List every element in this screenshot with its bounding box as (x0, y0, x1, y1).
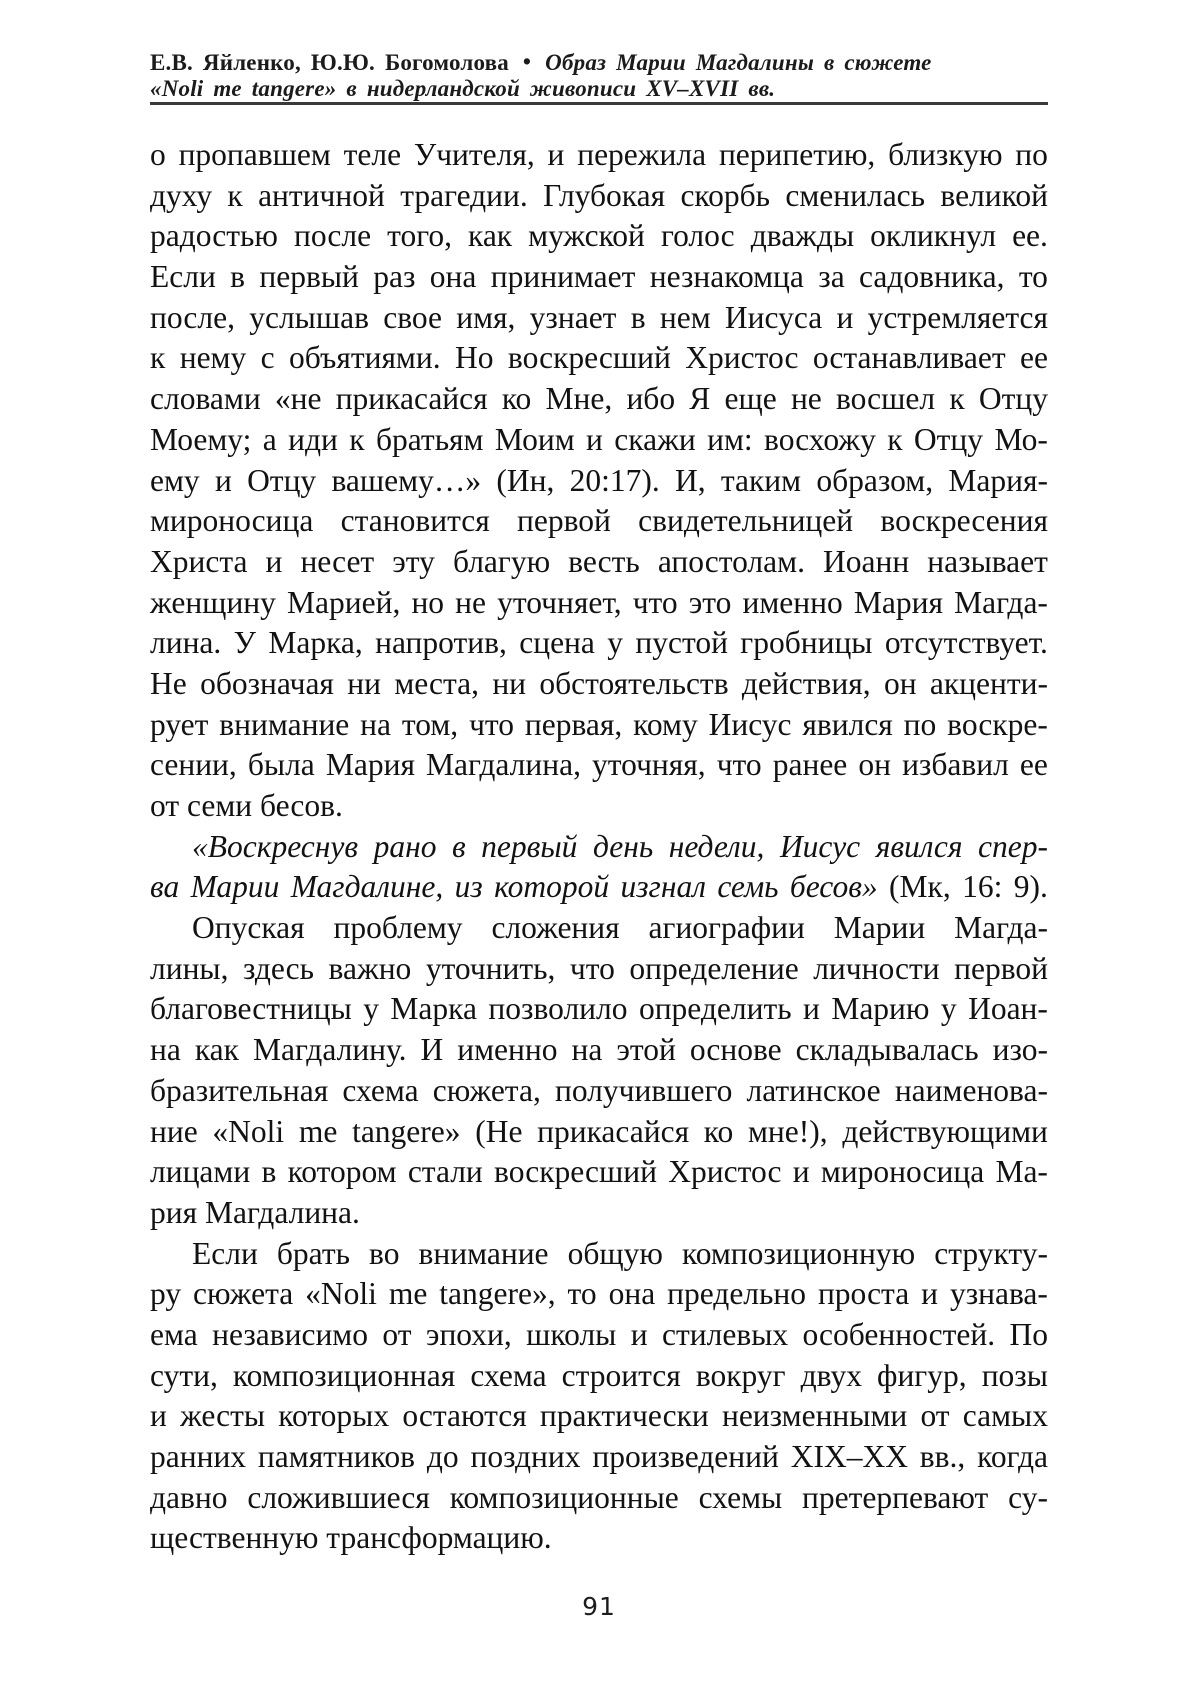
text-line: ва Марии Магдалине, из которой изгнал семь бесов» (Мк, 16: 9). (150, 869, 1048, 905)
text-line: Если брать во внимание общую композиционную структу- (192, 1235, 1048, 1271)
text-line: о пропавшем теле Учителя, и пережила перипетию, близкую по (150, 137, 1048, 172)
text-line: духу к античной трагедии. Глубокая скорбь сменилась великой (150, 177, 1048, 213)
paragraph (150, 827, 1048, 908)
running-head-line2 (150, 76, 1048, 102)
text-line: мироносица становится первой свидетельницей воскресения (150, 503, 1048, 539)
text-line: давно сложившиеся композиционные схемы претерпевают су- (150, 1479, 1048, 1515)
text-line: ему и Отцу вашему…» (Ин, 20:17). И, таким образом, Мария- (150, 462, 1048, 498)
text-line: Если в первый раз она принимает незнакомца за садовника, то (150, 259, 1048, 295)
text-line: сении, была Мария Магдалина, уточняя, что ранее он избавил ее (150, 747, 1048, 783)
page-number: 91 (582, 1592, 616, 1621)
paragraph (150, 908, 1048, 1234)
text-line: словами «не прикасайся ко Мне, ибо Я еще не восшел к Отцу (150, 381, 1048, 417)
header-rule (150, 102, 1048, 105)
text-line: ру сюжета «Noli me tangere», то она предельно проста и узнава- (150, 1276, 1048, 1312)
text-line: лины, здесь важно уточнить, что определение личности первой (150, 950, 1048, 986)
text-line: щественную трансформацию. (150, 1520, 552, 1556)
body-text (150, 135, 1048, 1559)
text-line: рует внимание на том, что первая, кому Иисус явился по воскре- (150, 706, 1048, 742)
text-line: к нему с объятиями. Но воскресший Христос останавливает ее (150, 340, 1048, 376)
text-line: рия Магдалина. (150, 1194, 360, 1230)
text-line: Не обозначая ни места, ни обстоятельств действия, он акценти- (150, 665, 1048, 701)
text-line: сути, композиционная схема строится вокруг двух фигур, позы (150, 1357, 1048, 1393)
running-head (150, 50, 1048, 102)
text-line: женщину Марией, но не уточняет, что это именно Мария Магда- (150, 584, 1048, 620)
running-head-authors: Е.В. Яйленко, Ю.Ю. Богомолова (150, 50, 509, 75)
text-line: Опуская проблему сложения агиографии Марии Магда- (192, 910, 1048, 946)
running-head-line1 (150, 50, 1048, 76)
text-line: от семи бесов. (150, 788, 343, 823)
text-line: благовестницы у Марка позволило определить и Марию у Иоан- (150, 991, 1048, 1027)
text-line: лина. У Марка, напротив, сцена у пустой гробницы отсутствует. (150, 625, 1048, 661)
bullet-separator: • (522, 49, 532, 74)
text-line: и жесты которых остаются практически неизменными от самых (150, 1398, 1048, 1434)
running-head-title-part1: Образ Марии Магдалины в сюжете (545, 50, 932, 75)
text-line: ема независимо от эпохи, школы и стилевых особенностей. По (150, 1316, 1048, 1352)
text-line: радостью после того, как мужской голос дважды окликнул ее. (150, 218, 1048, 254)
text-line: Христа и несет эту благую весть апостолам. Иоанн называет (150, 543, 1048, 579)
running-head-title-part2: «Noli me tangere» в нидерландской живописи XV–XVII вв. (150, 76, 776, 101)
text-line: ние «Noli me tangere» (Не прикасайся ко мне!), действующими (150, 1113, 1048, 1149)
text-line: после, услышав свое имя, узнает в нем Иисуса и устремляется (150, 299, 1048, 335)
text-line: «Воскреснув рано в первый день недели, Иисус явился спер- (192, 828, 1048, 864)
paragraph (150, 135, 1048, 827)
text-line: ранних памятников до поздних произведений XIX–XX вв., когда (150, 1439, 1048, 1474)
text-line: бразительная схема сюжета, получившего латинское наименова- (150, 1072, 1048, 1108)
text-line: на как Магдалину. И именно на этой основе складывалась изо- (150, 1032, 1048, 1068)
text-line: лицами в котором стали воскресший Христос и мироносица Ма- (150, 1154, 1048, 1190)
paragraph (150, 1234, 1048, 1560)
text-line: Моему; а иди к братьям Моим и скажи им: восхожу к Отцу Мо- (150, 421, 1048, 457)
